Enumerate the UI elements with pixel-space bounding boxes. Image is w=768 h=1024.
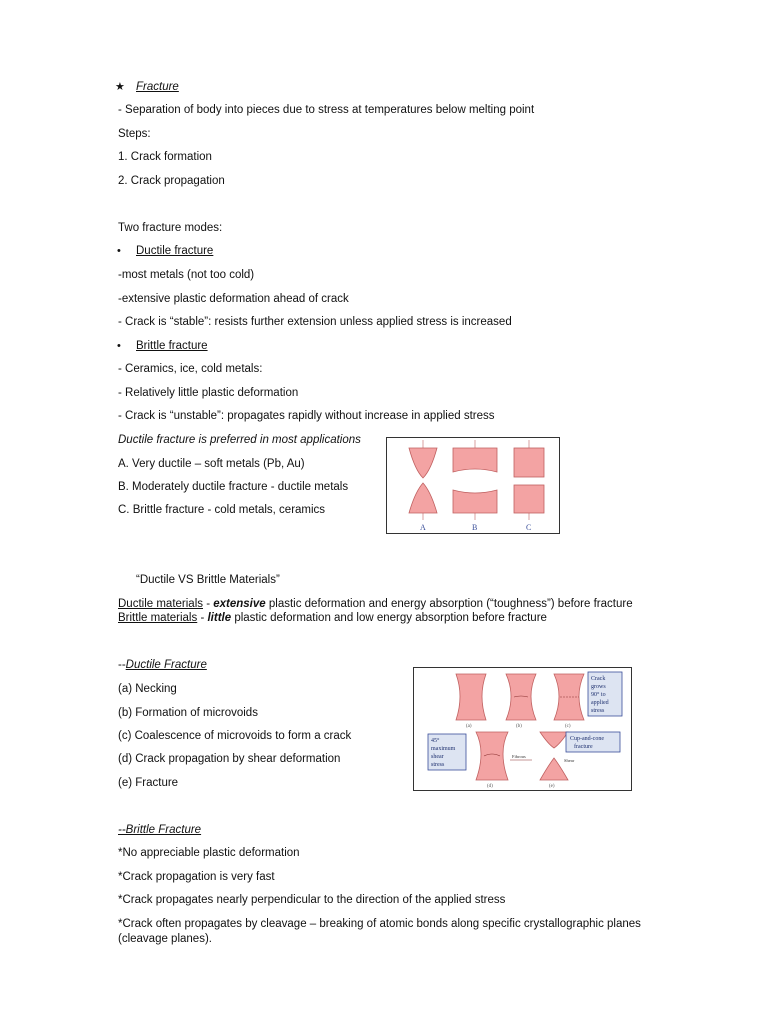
brittle-point: - Crack is “unstable”: propagates rapidly without increase in applied stress: [118, 410, 495, 422]
figure-label-c: C: [526, 523, 532, 532]
ductile-point: -most metals (not too cold): [118, 269, 255, 281]
brittle-point: *No appreciable plastic deformation: [118, 847, 300, 859]
callout-cup-cone: Cup-and-cone fracture: [570, 736, 604, 750]
brittle-point: *Crack often propagates by cleavage – breaking of atomic bonds along specific crystallographic planes: [118, 918, 641, 930]
bullet-icon: •: [117, 245, 121, 257]
fracture-heading: Fracture: [136, 81, 179, 93]
callout-shear-stress: 45° maximum shear stress: [431, 738, 456, 768]
callout-crack-grows: Crack grows 90° to applied stress: [591, 676, 609, 714]
brittle-materials-line: Brittle materials - little plastic deformation and low energy absorption before fracture: [118, 612, 547, 624]
ductile-stage: (c) Coalescence of microvoids to form a crack: [118, 730, 352, 742]
ductile-point: - Crack is “stable”: resists further extension unless applied stress is increased: [118, 316, 512, 328]
ductile-materials-line: Ductile materials - extensive plastic deformation and energy absorption (“toughness”) before fracture: [118, 598, 633, 610]
brittle-point: (cleavage planes).: [118, 933, 212, 945]
brittle-point: *Crack propagation is very fast: [118, 871, 275, 883]
brittle-point: - Ceramics, ice, cold metals:: [118, 363, 263, 375]
modes-label: Two fracture modes:: [118, 222, 223, 234]
fracture-type: B. Moderately ductile fracture - ductile metals: [118, 481, 349, 493]
fracture-type: A. Very ductile – soft metals (Pb, Au): [118, 458, 305, 470]
steps-label: Steps:: [118, 128, 151, 140]
stage-label-d: (d): [487, 784, 493, 789]
stage-label-b: (b): [516, 724, 522, 729]
ductile-heading: Ductile fracture: [136, 245, 214, 257]
bullet-icon: •: [117, 340, 121, 352]
label-fibrous: Fibrous: [512, 754, 526, 759]
fracture-definition: - Separation of body into pieces due to stress at temperatures below melting point: [118, 104, 535, 116]
fracture-modes-figure: [386, 437, 560, 534]
stage-label-a: (a): [466, 724, 472, 729]
ductile-stages-figure: [413, 667, 632, 791]
ductile-stage: (e) Fracture: [118, 777, 179, 789]
comparison-title: “Ductile VS Brittle Materials”: [136, 574, 280, 586]
brittle-point: *Crack propagates nearly perpendicular to the direction of the applied stress: [118, 894, 506, 906]
brittle-heading: Brittle fracture: [136, 340, 208, 352]
ductile-stage: (a) Necking: [118, 683, 177, 695]
figure-label-b: B: [472, 523, 478, 532]
preferred-note: Ductile fracture is preferred in most applications: [118, 434, 361, 446]
ductile-fracture-heading: --Ductile Fracture: [118, 659, 207, 671]
ductile-stage: (d) Crack propagation by shear deformation: [118, 753, 341, 765]
brittle-point: - Relatively little plastic deformation: [118, 387, 299, 399]
ductile-point: -extensive plastic deformation ahead of crack: [118, 293, 349, 305]
stage-label-c: (c): [565, 724, 571, 729]
stage-label-e: (e): [549, 784, 555, 789]
star-bullet-icon: ★: [115, 81, 125, 93]
figure-label-a: A: [420, 523, 426, 532]
brittle-fracture-heading: --Brittle Fracture: [118, 824, 202, 836]
label-shear: Shear: [564, 758, 575, 763]
step-item: 2. Crack propagation: [118, 175, 225, 187]
step-item: 1. Crack formation: [118, 151, 212, 163]
fracture-type: C. Brittle fracture - cold metals, ceramics: [118, 504, 326, 516]
ductile-stage: (b) Formation of microvoids: [118, 707, 258, 719]
